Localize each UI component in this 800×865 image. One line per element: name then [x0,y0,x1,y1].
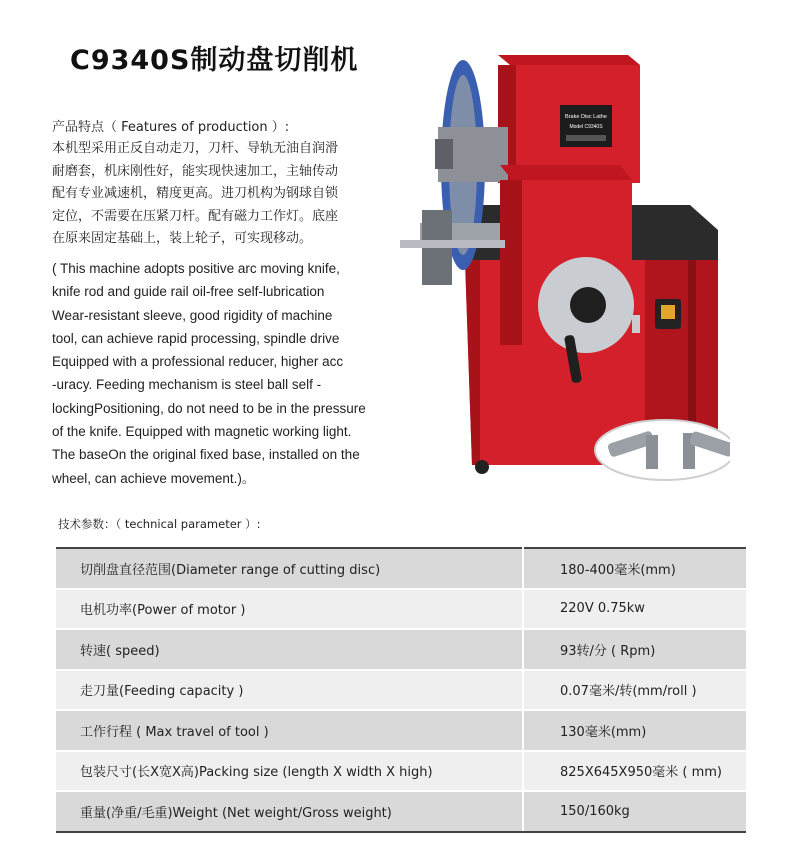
wheel [475,460,489,474]
spec-param: 包装尺寸(长X宽X高)Packing size (length X width X high) [56,751,523,792]
cabinet-front-shade [465,260,480,465]
spec-param: 切削盘直径范围(Diameter range of cutting disc) [56,548,523,589]
spec-value: 130毫米(mm) [523,710,746,751]
machine-photo [400,55,730,500]
spec-param: 转速( speed) [56,629,523,670]
spec-param: 工作行程 ( Max travel of tool ) [56,710,523,751]
carriage-top [500,165,632,180]
description-en-line: The baseOn the original fixed base, installed on the [52,447,360,463]
nameplate-line1: Brake Disc Lathe [565,114,607,120]
spec-value: 180-400毫米(mm) [523,548,746,589]
table-row [56,791,746,832]
features-heading: 产品特点（ Features of production ）: [52,120,290,135]
description-en-line: lockingPositioning, do not need to be in the pressure [52,400,366,416]
spec-value: 825X645X950毫米 ( mm) [523,751,746,792]
spec-value: 220V 0.75kw [523,589,746,630]
nameplate-detail [566,135,606,141]
tech-parameter-heading: 技术参数：（ technical parameter ）: [58,517,261,531]
cabinet-side-edge [688,260,696,435]
guide-rod [400,240,505,248]
spec-value: 0.07毫米/转(mm/roll ) [523,670,746,711]
spec-param: 重量(净重/毛重)Weight (Net weight/Gross weight) [56,791,523,832]
description-en-line: Equipped with a professional reducer, higher acc [52,354,344,370]
spec-value: 150/160kg [523,791,746,832]
description-cn-line: 配有专业减速机，精度更高。进刀机构为钢球自锁 [52,186,339,201]
description-en [52,257,392,490]
table-row [56,751,746,792]
spec-value: 93转/分 ( Rpm) [523,629,746,670]
spec-param: 走刀量(Feeding capacity ) [56,670,523,711]
spec-param: 电机功率(Power of motor ) [56,589,523,630]
nameplate-line2: Model C9340S [569,124,603,130]
description-cn-line: 耐磨套，机床刚性好，能实现快速加工，主轴传动 [52,163,339,179]
description-en-line: -uracy. Feeding mechanism is steel ball self - [52,377,322,393]
table-row [56,589,746,630]
description-en-line: ( This machine adopts positive arc moving knife, [52,261,340,276]
page-title: C9340S制动盘切削机 [70,45,359,76]
handwheel-hub [570,287,606,323]
description-cn-line: 定位，不需要在压紧刀杆。配有磁力工作灯。底座 [52,208,339,224]
description-cn-line: 本机型采用正反自动走刀，刀杆、导轨无油自润滑 [52,141,339,156]
description-cn [52,138,387,251]
carriage-shadow [500,180,522,345]
tool-part-left-stem [646,435,658,469]
table-row [56,629,746,670]
description-en-line: tool, can achieve rapid processing, spindle drive [52,330,340,346]
description-en-line: of the knife. Equipped with magnetic working light. [52,424,352,440]
description-en-line: knife rod and guide rail oil-free self-lubrication [52,284,325,300]
table-row [56,710,746,751]
description-en-line: wheel, can achieve movement.)。 [52,470,256,486]
spec-table [56,547,746,833]
spindle-nut [435,139,453,169]
table-row [56,670,746,711]
description-cn-line: 在原来固定基础上，装上轮子，可实现移动。 [52,231,313,246]
headstock-top [498,55,640,65]
table-row [56,548,746,589]
description-en-line: Wear-resistant sleeve, good rigidity of machine [52,307,333,323]
switch-button [661,305,675,319]
